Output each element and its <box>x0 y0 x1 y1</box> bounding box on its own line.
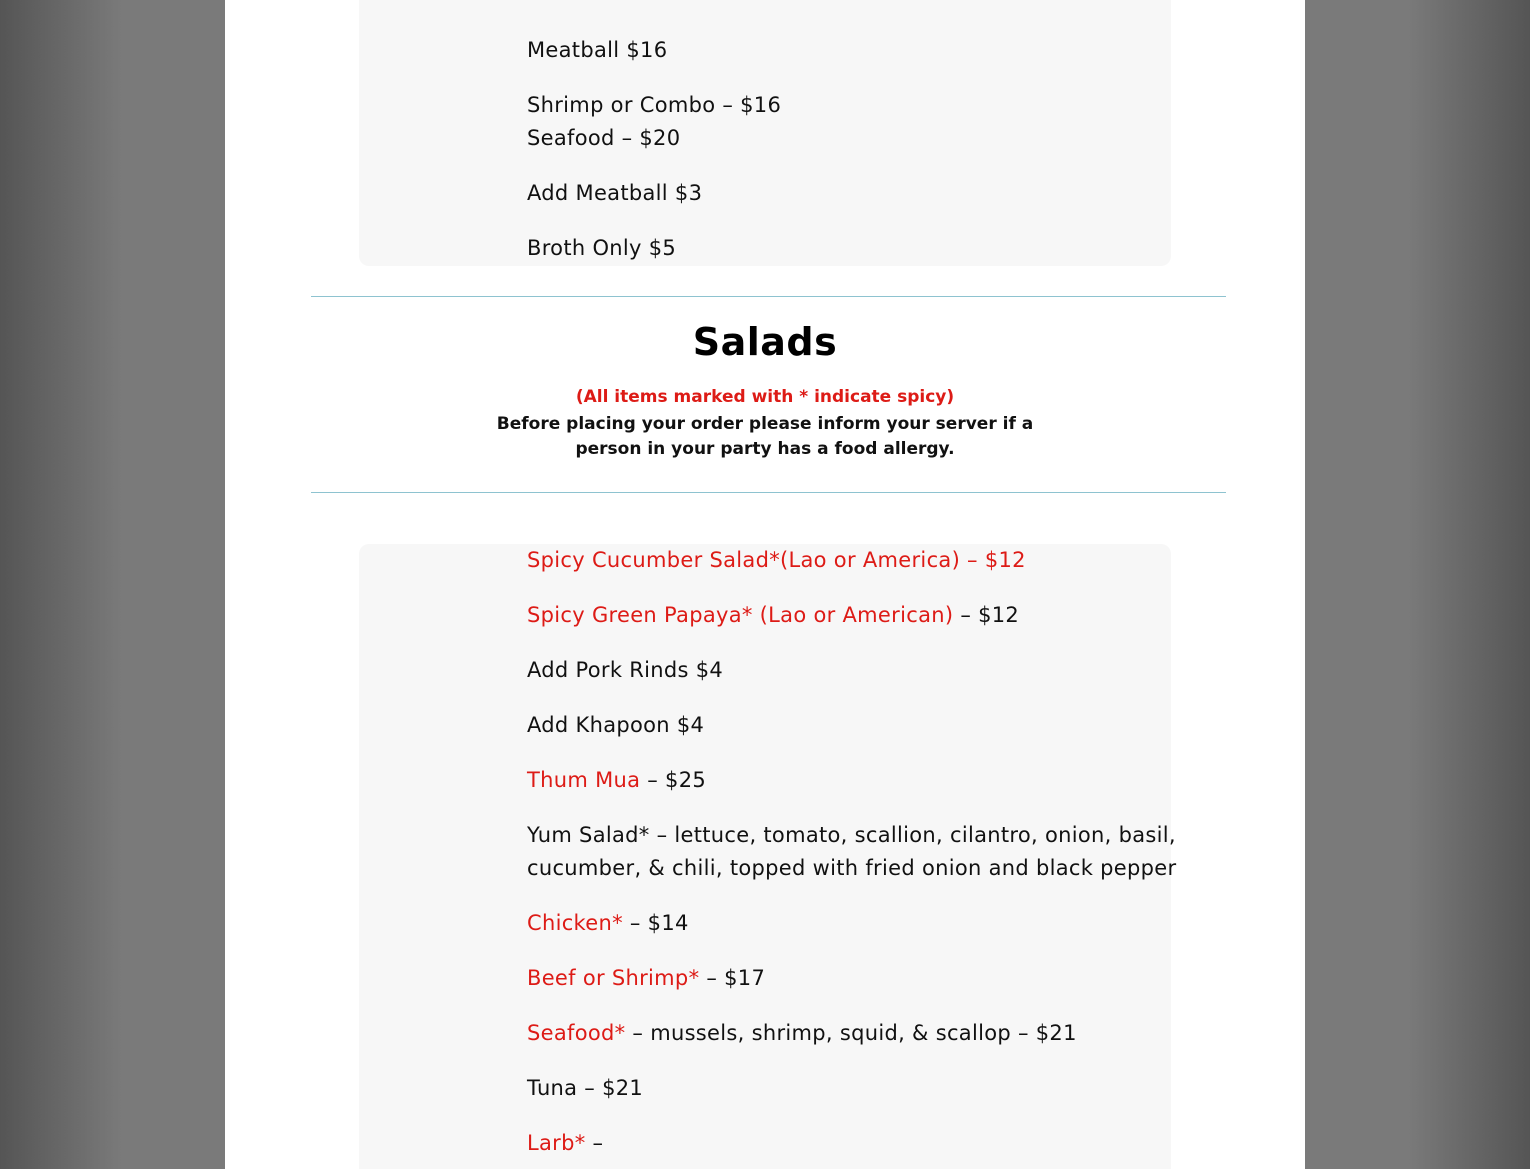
menu-item: Broth Only $5 <box>527 236 677 260</box>
menu-item <box>527 764 706 797</box>
item-price: – $25 <box>640 768 707 792</box>
menu-page <box>225 0 1305 1169</box>
menu-item <box>527 962 765 995</box>
menu-item <box>527 907 689 940</box>
spicy-note: (All items marked with * indicate spicy) <box>575 387 955 407</box>
menu-item <box>527 654 723 687</box>
item-price: Tuna – $21 <box>527 1076 644 1100</box>
item-price: – mussels, shrimp, squid, & scallop – $21 <box>625 1021 1077 1045</box>
menu-item <box>527 1072 643 1105</box>
menu-item <box>527 599 1019 632</box>
noodle-soup-card <box>359 0 1171 266</box>
menu-item: Seafood – $20 <box>527 126 681 150</box>
allergy-note: Before placing your order please inform your server if a person in your party has a food allergy. <box>496 414 1034 459</box>
item-price: – $17 <box>699 966 766 990</box>
item-name: Thum Mua <box>527 768 641 792</box>
menu-item: Shrimp or Combo – $16 <box>527 93 782 117</box>
divider-top <box>311 296 1226 297</box>
menu-item: Add Meatball $3 <box>527 181 703 205</box>
item-price: Add Khapoon $4 <box>527 713 705 737</box>
menu-item <box>527 544 1026 577</box>
item-price: Add Pork Rinds $4 <box>527 658 724 682</box>
item-price: – $14 <box>622 911 689 935</box>
menu-item: Meatball $16 <box>527 38 668 62</box>
item-name: Spicy Cucumber Salad*(Lao or America) – $12 <box>527 548 1026 572</box>
menu-item <box>527 1017 1077 1050</box>
item-description: Yum Salad* – lettuce, tomato, scallion, cilantro, onion, basil, cucumber, & chili, topped with fried onion and black pepper <box>527 823 1177 880</box>
item-name: Spicy Green Papaya* (Lao or American) <box>527 603 954 627</box>
item-name: Seafood* <box>527 1021 626 1045</box>
section-title: Salads <box>692 320 838 364</box>
menu-item <box>527 819 1227 885</box>
divider-bottom <box>311 492 1226 493</box>
salads-card <box>359 544 1177 1169</box>
menu-item <box>527 709 704 742</box>
menu-item <box>527 0 652 3</box>
item-price: – $12 <box>953 603 1020 627</box>
menu-item <box>527 1127 603 1160</box>
item-name: Chicken* <box>527 911 623 935</box>
item-name: Larb* <box>527 1131 586 1155</box>
item-name: Beef or Shrimp* <box>527 966 700 990</box>
item-price: – <box>585 1131 604 1155</box>
